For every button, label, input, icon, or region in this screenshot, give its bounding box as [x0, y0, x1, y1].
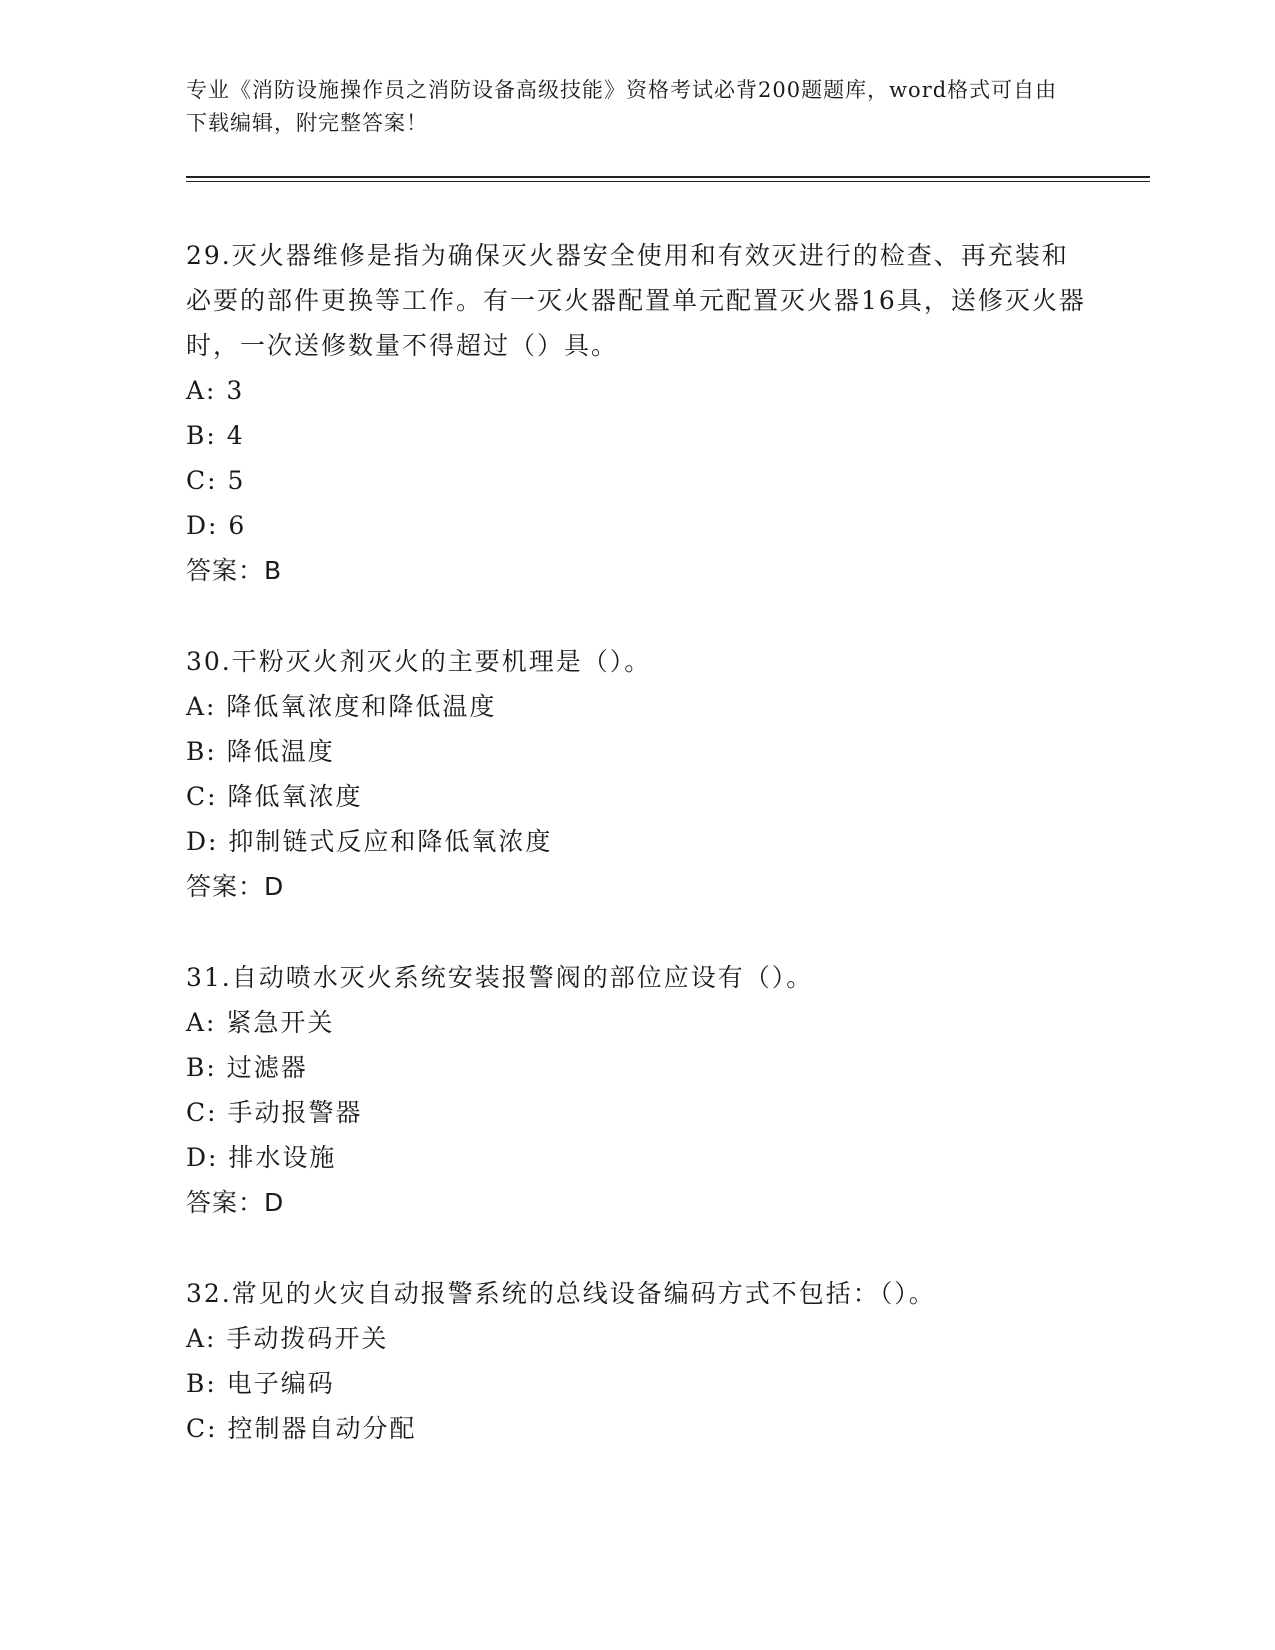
option-c: C: 降低氧浓度	[186, 782, 363, 811]
header-divider-thin	[186, 181, 1150, 182]
question-list	[186, 233, 1086, 1497]
option-a: A: 手动拨码开关	[186, 1324, 389, 1353]
header-divider-thick	[186, 176, 1150, 178]
option-d: D: 6	[186, 511, 247, 540]
option-a: A: 3	[186, 376, 245, 405]
option-d: D: 排水设施	[186, 1143, 337, 1172]
question-stem: 30.干粉灭火剂灭火的主要机理是（）。	[186, 647, 652, 676]
option-b: B: 4	[186, 421, 245, 450]
question-31	[186, 955, 1086, 1225]
option-b: B: 过滤器	[186, 1053, 308, 1082]
question-29	[186, 233, 1086, 593]
option-b: B: 电子编码	[186, 1369, 335, 1398]
question-stem: 31.自动喷水灭火系统安装报警阀的部位应设有（）。	[186, 963, 814, 992]
option-c: C: 控制器自动分配	[186, 1414, 417, 1443]
option-b: B: 降低温度	[186, 737, 335, 766]
question-30	[186, 639, 1086, 909]
question-stem: 32.常见的火灾自动报警系统的总线设备编码方式不包括：（）。	[186, 1279, 936, 1308]
option-d: D: 抑制链式反应和降低氧浓度	[186, 827, 553, 856]
option-a: A: 降低氧浓度和降低温度	[186, 692, 497, 721]
option-c: C: 手动报警器	[186, 1098, 363, 1127]
answer: 答案：B	[186, 556, 283, 585]
option-a: A: 紧急开关	[186, 1008, 335, 1037]
document-header: 专业《消防设施操作员之消防设备高级技能》资格考试必背200题题库，word格式可自由下载编辑，附完整答案！	[186, 78, 1058, 135]
question-stem: 29.灭火器维修是指为确保灭火器安全使用和有效灭进行的检查、再充装和必要的部件更换等工作。有一灭火器配置单元配置灭火器16具，送修灭火器时，一次送修数量不得超过（）具。	[186, 241, 1086, 360]
answer: 答案：D	[186, 872, 285, 901]
answer: 答案：D	[186, 1188, 285, 1217]
option-c: C: 5	[186, 466, 246, 495]
question-32	[186, 1271, 1086, 1451]
